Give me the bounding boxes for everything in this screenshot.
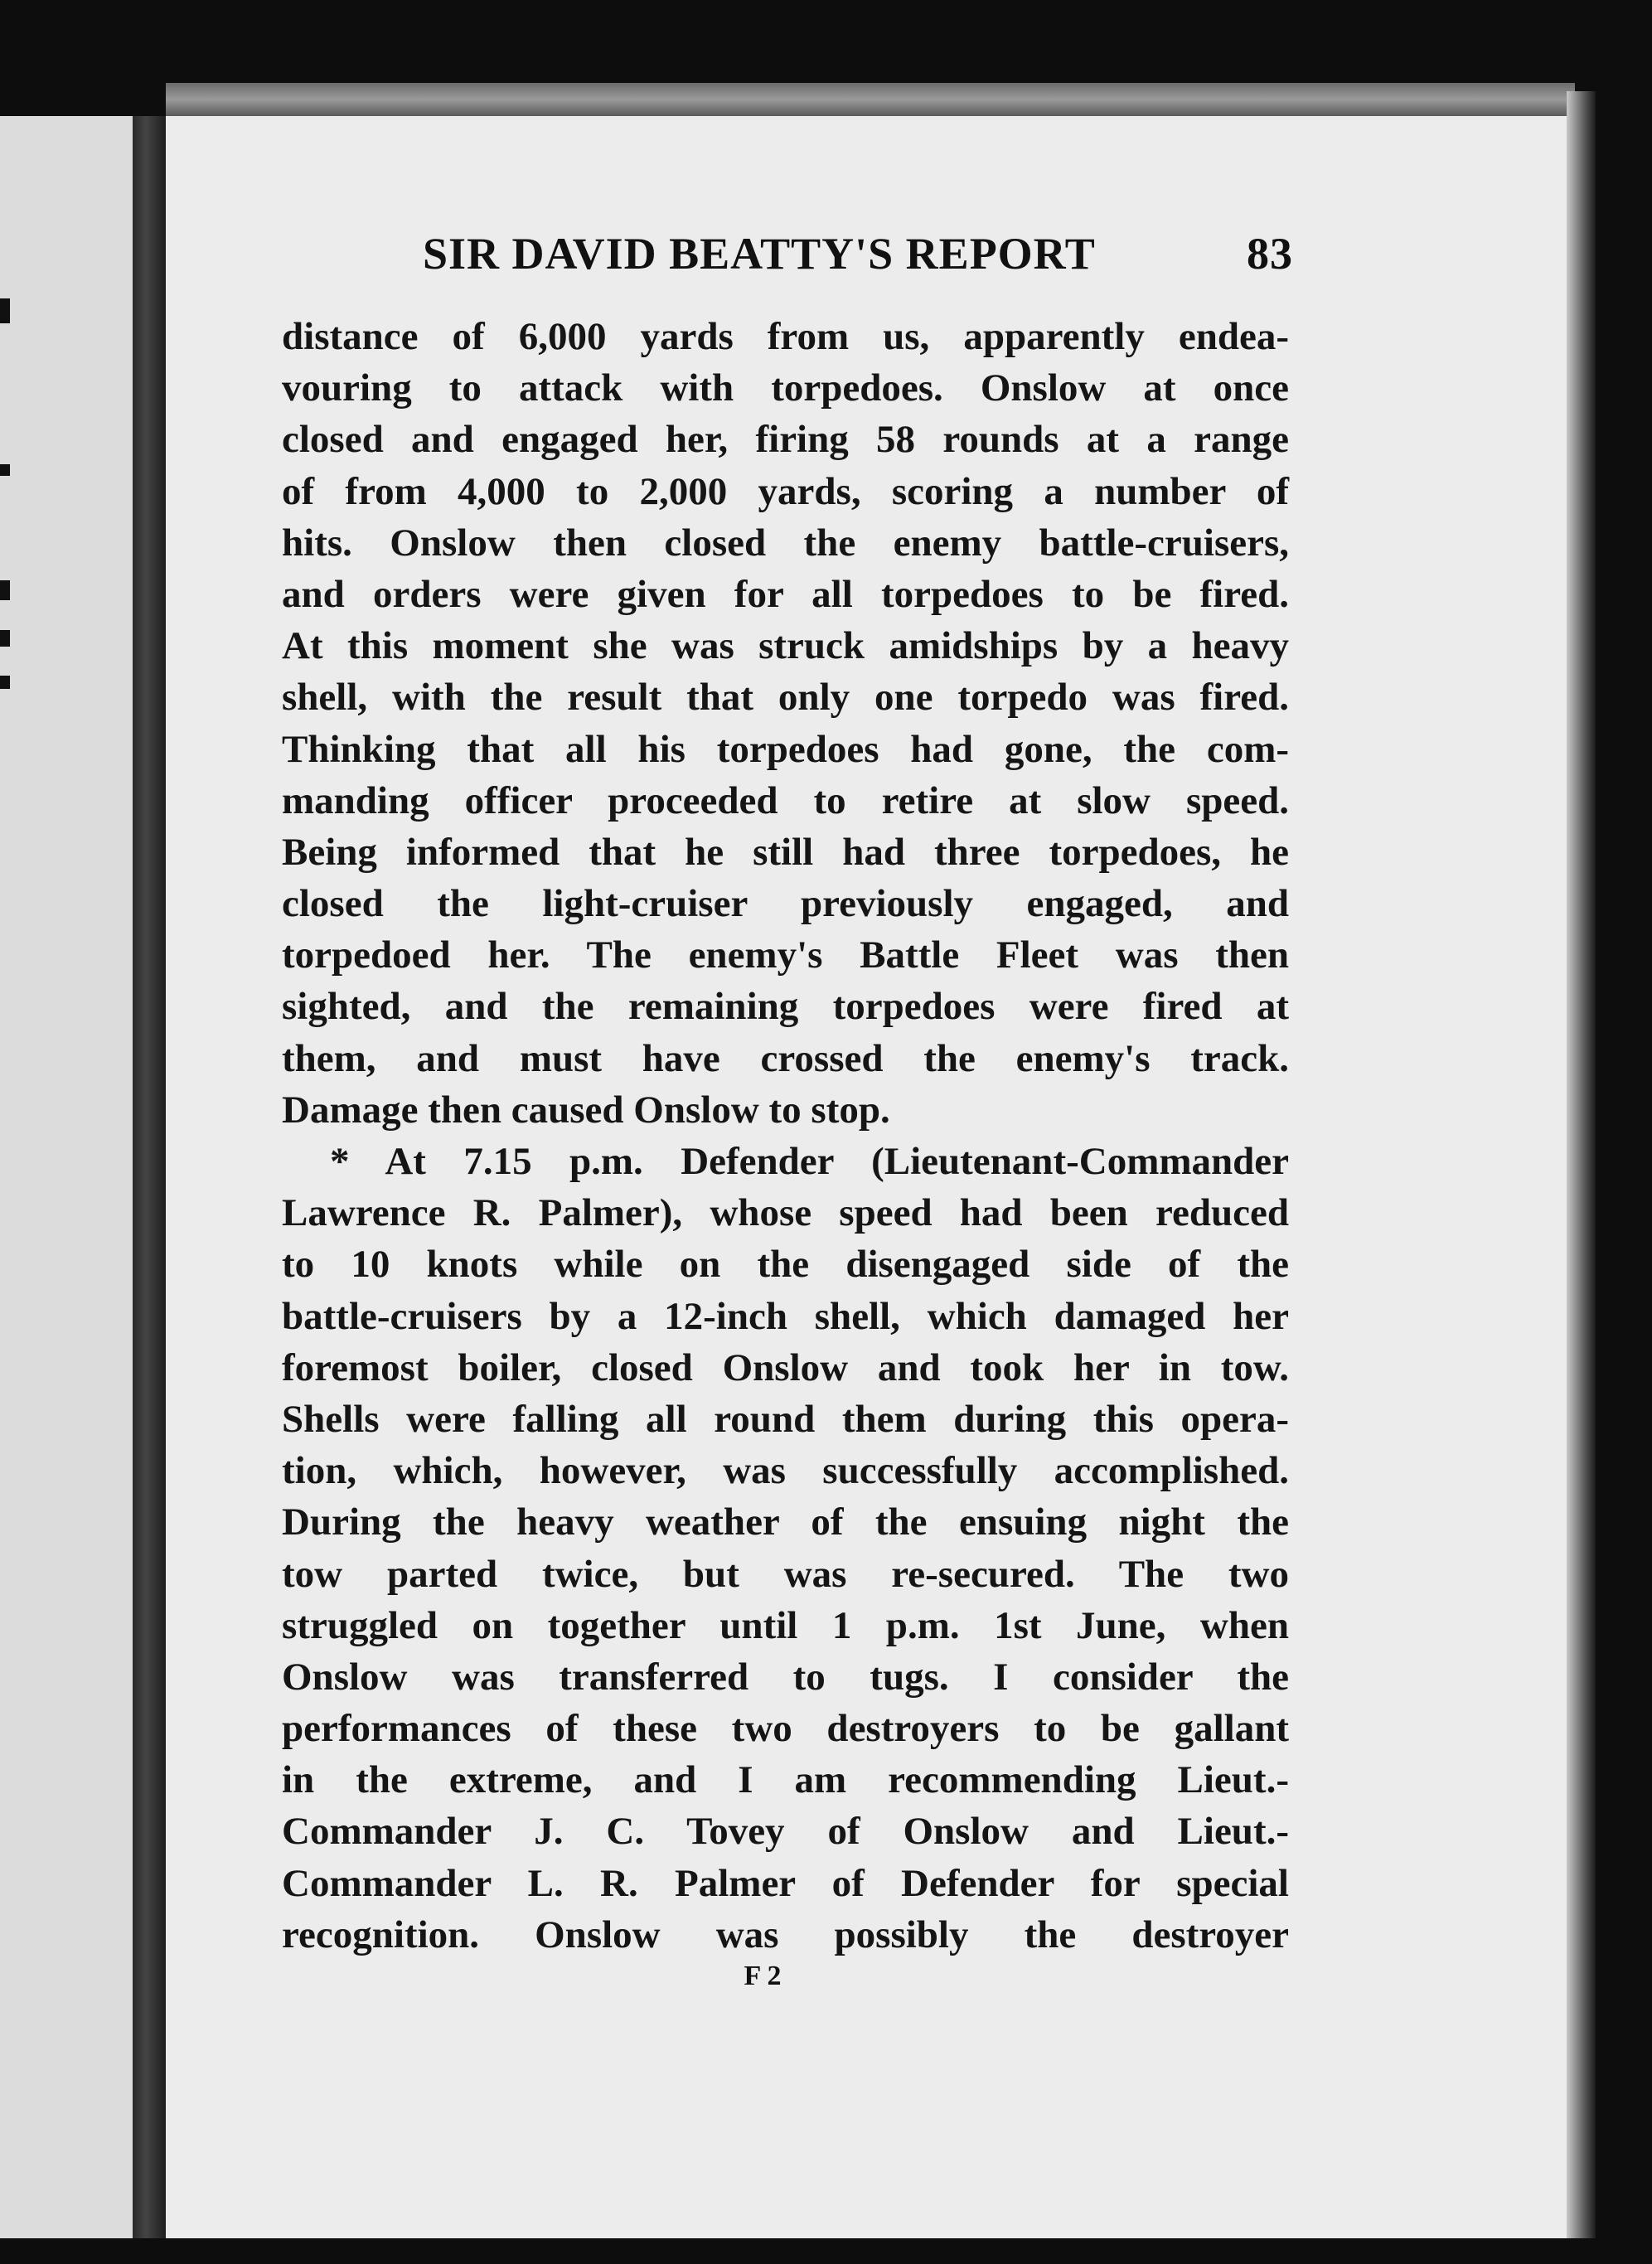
margin-mark (0, 676, 10, 689)
text-line: to 10 knots while on the disengaged side of the (282, 1243, 1289, 1287)
text-line: of from 4,000 to 2,000 yards, scoring a number of (282, 469, 1289, 513)
running-head-title: SIR DAVID BEATTY'S REPORT (423, 229, 1096, 279)
text-line: closed and engaged her, firing 58 rounds at a range (282, 418, 1289, 462)
text-line: shell, with the result that only one torpedo was fired. (282, 676, 1289, 720)
text-line: them, and must have crossed the enemy's track. (282, 1036, 1289, 1080)
text-line: torpedoed her. The enemy's Battle Fleet was then (282, 933, 1289, 977)
text-line: sighted, and the remaining torpedoes were fired at (282, 985, 1289, 1029)
text-line: During the heavy weather of the ensuing night the (282, 1500, 1289, 1544)
margin-mark (0, 464, 10, 476)
text-line: Damage then caused Onslow to stop. (282, 1088, 890, 1132)
text-line: recognition. Onslow was possibly the destroyer (282, 1913, 1289, 1956)
text-line: Lawrence R. Palmer), whose speed had been reduced (282, 1191, 1289, 1235)
text-line: * At 7.15 p.m. Defender (Lieutenant-Commander (330, 1140, 1289, 1183)
text-line: Onslow was transferred to tugs. I consider the (282, 1655, 1289, 1699)
text-line: Commander J. C. Tovey of Onslow and Lieut.- (282, 1810, 1289, 1854)
text-line: Being informed that he still had three torpedoes, he (282, 830, 1289, 874)
text-line: Thinking that all his torpedoes had gone, the com- (282, 727, 1289, 771)
text-line: Shells were falling all round them during this opera- (282, 1397, 1289, 1441)
text-line: hits. Onslow then closed the enemy battle-cruisers, (282, 521, 1289, 565)
text-line: manding officer proceeded to retire at slow speed. (282, 778, 1289, 822)
text-line: and orders were given for all torpedoes to be fired. (282, 572, 1289, 616)
body-text (282, 311, 1289, 1961)
text-line: At this moment she was struck amidships by a heavy (282, 624, 1289, 668)
text-line: Commander L. R. Palmer of Defender for special (282, 1861, 1289, 1905)
text-line: distance of 6,000 yards from us, apparently endea- (282, 315, 1289, 358)
signature-mark: F 2 (744, 1961, 782, 1991)
margin-mark (0, 630, 10, 647)
page-right-edge (1567, 91, 1596, 2238)
page-number: 83 (1247, 229, 1293, 279)
text-line: tion, which, however, was successfully accomplished. (282, 1449, 1289, 1493)
text-line: foremost boiler, closed Onslow and took her in tow. (282, 1345, 1289, 1389)
margin-mark (0, 580, 10, 600)
text-line: tow parted twice, but was re-secured. The two (282, 1552, 1289, 1596)
text-line: closed the light-cruiser previously engaged, and (282, 882, 1289, 926)
text-line: struggled on together until 1 p.m. 1st June, when (282, 1603, 1289, 1647)
text-line: performances of these two destroyers to be gallant (282, 1707, 1289, 1751)
margin-mark (0, 298, 10, 323)
page-top-edge (166, 83, 1575, 116)
facing-page-edge (0, 116, 142, 2238)
text-line: battle-cruisers by a 12-inch shell, which damaged her (282, 1294, 1289, 1338)
text-line: vouring to attack with torpedoes. Onslow at once (282, 366, 1289, 410)
book-gutter (133, 116, 166, 2238)
running-head (423, 228, 1293, 286)
text-line: in the extreme, and I am recommending Lieut.- (282, 1758, 1289, 1802)
